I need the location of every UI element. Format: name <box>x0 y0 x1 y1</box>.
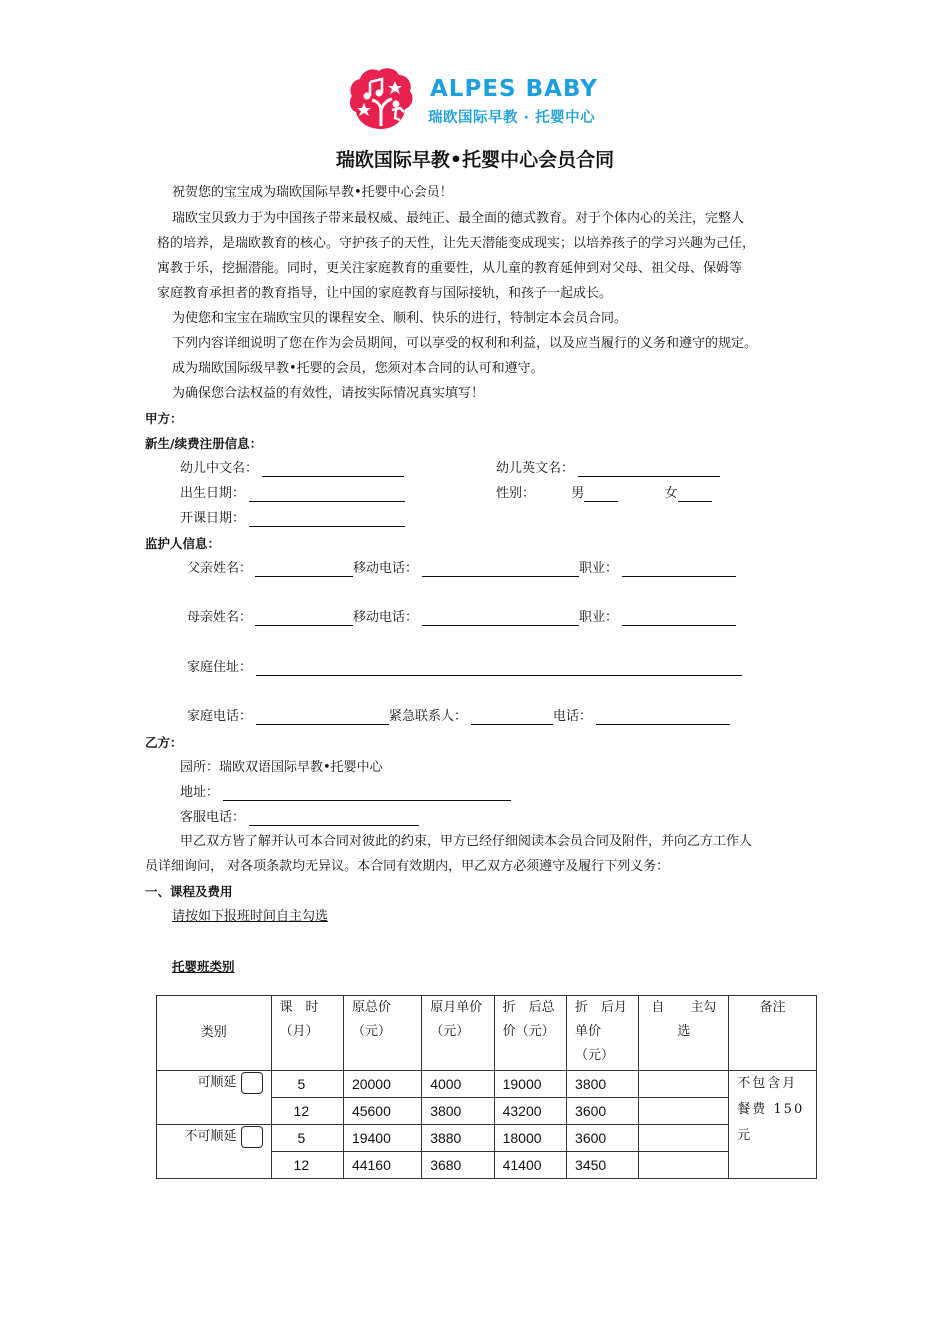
orig-monthly-cell: 4000 <box>422 1071 494 1098</box>
home-phone-field[interactable] <box>256 710 389 725</box>
header-orig-total: 原总价（元） <box>343 996 421 1071</box>
start-date-label: 开课日期： <box>180 511 246 526</box>
header-orig-monthly: 原月单价（元） <box>422 996 494 1071</box>
child-en-name-field[interactable] <box>578 462 720 477</box>
birth-date-field[interactable] <box>249 487 405 502</box>
greeting: 祝贺您的宝宝成为瑞欧国际早教•托婴中心会员！ <box>172 185 453 200</box>
intro-line-4: 家庭教育承担者的教育指导，让中国的家庭教育与国际接轨，和孩子一起成长。 <box>157 286 613 301</box>
header-disc-monthly: 折 后月单价（元） <box>567 996 639 1071</box>
gender-row <box>496 486 712 502</box>
party-a-heading: 甲方： <box>145 411 183 426</box>
intro-line-2: 格的培养，是瑞欧教育的核心。守护孩子的天性，让先天潜能变成现实；以培养孩子的学习兴趣为己任， <box>157 236 756 251</box>
child-cn-name-label: 幼儿中文名： <box>180 461 259 476</box>
gender-female-label: 女 <box>664 486 678 501</box>
table-row <box>157 1125 817 1152</box>
birth-date-row <box>180 486 405 502</box>
agreement-line-2: 员详细询问， 对各项条款均无异议。本合同有效期内，甲乙双方必须遵守及履行下列义务： <box>145 859 670 874</box>
intro-para-2: 为使您和宝宝在瑞欧宝贝的课程安全、顺利、快乐的进行，特制定本会员合同。 <box>172 311 628 326</box>
service-phone-row <box>180 810 419 826</box>
father-occupation-field[interactable] <box>622 562 736 577</box>
birth-date-label: 出生日期： <box>180 486 246 501</box>
service-phone-label: 客服电话： <box>180 810 246 825</box>
father-mobile-label: 移动电话： <box>353 561 419 576</box>
child-cn-name-row <box>180 461 404 477</box>
disc-total-cell: 18000 <box>494 1125 566 1152</box>
guardian-heading: 监护人信息： <box>145 536 221 551</box>
disc-total-cell: 19000 <box>494 1071 566 1098</box>
price-table <box>156 995 817 1179</box>
document-title: 瑞欧国际早教•托婴中心会员合同 <box>335 149 615 171</box>
orig-total-cell: 20000 <box>343 1071 421 1098</box>
service-phone-field[interactable] <box>249 811 419 826</box>
gender-male-label: 男 <box>571 486 585 501</box>
party-b-address-label: 地址： <box>180 785 220 800</box>
mother-mobile-label: 移动电话： <box>353 610 419 625</box>
intro-line-1: 瑞欧宝贝致力于为中国孩子带来最权威、最纯正、最全面的德式教育。对于个体内心的关注，完整人 <box>172 211 745 226</box>
category-label: 可顺延 <box>197 1075 237 1090</box>
child-cn-name-field[interactable] <box>262 462 404 477</box>
mother-occupation-field[interactable] <box>622 611 736 626</box>
header-category: 类别 <box>157 996 272 1071</box>
home-address-field[interactable] <box>256 661 742 676</box>
header-note: 备注 <box>729 996 817 1071</box>
orig-monthly-cell: 3800 <box>422 1098 494 1125</box>
selection-instruction: 请按如下报班时间自主勾选 <box>172 909 329 924</box>
party-b-address-field[interactable] <box>223 786 511 801</box>
party-b-address-row <box>180 785 511 801</box>
category-cell <box>157 1125 272 1179</box>
self-select-cell[interactable] <box>639 1098 729 1125</box>
category-checkbox[interactable] <box>241 1072 263 1094</box>
category-checkbox[interactable] <box>241 1126 263 1148</box>
mother-name-label: 母亲姓名： <box>187 610 253 625</box>
disc-monthly-cell: 3800 <box>567 1071 639 1098</box>
mother-occupation-label: 职业： <box>579 610 619 625</box>
section-1-heading: 一、课程及费用 <box>145 884 233 899</box>
mother-name-field[interactable] <box>255 611 353 626</box>
disc-monthly-cell: 3450 <box>567 1152 639 1179</box>
orig-total-cell: 44160 <box>343 1152 421 1179</box>
disc-total-cell: 41400 <box>494 1152 566 1179</box>
emergency-contact-field[interactable] <box>471 710 553 725</box>
home-phone-row <box>187 709 730 725</box>
gender-label: 性别： <box>496 486 536 501</box>
agreement-line-1: 甲乙双方皆了解并认可本合同对彼此的约束，甲方已经仔细阅读本会员合同及附件，并向乙方工作人 <box>180 834 753 849</box>
brand-name-en: ALPES BABY <box>430 76 598 102</box>
self-select-cell[interactable] <box>639 1071 729 1098</box>
orig-total-cell: 45600 <box>343 1098 421 1125</box>
orig-monthly-cell: 3880 <box>422 1125 494 1152</box>
brand-name-cn: 瑞欧国际早教 · 托婴中心 <box>428 110 596 126</box>
nursery-class-title: 托婴班类别 <box>172 959 235 974</box>
start-date-row <box>180 511 405 527</box>
brand-logo <box>348 66 608 132</box>
intro-para-3: 下列内容详细说明了您在作为会员期间，可以享受的权利和利益，以及应当履行的义务和遵守的规定。 <box>172 336 758 351</box>
father-name-label: 父亲姓名： <box>187 561 253 576</box>
months-cell: 5 <box>271 1071 343 1098</box>
note-cell: 不包含月餐费 150 元 <box>729 1071 817 1179</box>
disc-monthly-cell: 3600 <box>567 1125 639 1152</box>
home-address-label: 家庭住址： <box>187 660 253 675</box>
intro-para-4: 成为瑞欧国际级早教•托婴的会员，您须对本合同的认可和遵守。 <box>172 361 544 376</box>
start-date-field[interactable] <box>249 512 405 527</box>
table-header-row <box>157 996 817 1071</box>
mother-row <box>187 610 736 626</box>
intro-para-5: 为确保您合法权益的有效性，请按实际情况真实填写！ <box>172 386 485 401</box>
father-name-field[interactable] <box>255 562 353 577</box>
child-en-name-row <box>496 461 720 477</box>
registration-heading: 新生/续费注册信息： <box>145 436 263 451</box>
disc-total-cell: 43200 <box>494 1098 566 1125</box>
gender-male-field[interactable] <box>584 487 618 502</box>
tree-logo-icon <box>348 66 414 132</box>
emergency-phone-label: 电话： <box>553 709 593 724</box>
self-select-cell[interactable] <box>639 1125 729 1152</box>
header-self-select: 自 主勾 选 <box>639 996 729 1071</box>
father-row <box>187 561 736 577</box>
orig-monthly-cell: 3680 <box>422 1152 494 1179</box>
months-cell: 12 <box>271 1098 343 1125</box>
child-en-name-label: 幼儿英文名： <box>496 461 575 476</box>
emergency-phone-field[interactable] <box>596 710 730 725</box>
category-cell <box>157 1071 272 1125</box>
header-disc-total: 折 后总 价（元） <box>494 996 566 1071</box>
father-mobile-field[interactable] <box>422 562 579 577</box>
home-address-row <box>187 660 742 676</box>
self-select-cell[interactable] <box>639 1152 729 1179</box>
months-cell: 5 <box>271 1125 343 1152</box>
orig-total-cell: 19400 <box>343 1125 421 1152</box>
header-months: 课 时（月） <box>271 996 343 1071</box>
party-b-heading: 乙方： <box>145 735 183 750</box>
table-row <box>157 1071 817 1098</box>
campus-label: 园所：瑞欧双语国际早教•托婴中心 <box>180 760 383 775</box>
father-occupation-label: 职业： <box>579 561 619 576</box>
gender-female-field[interactable] <box>678 487 712 502</box>
mother-mobile-field[interactable] <box>422 611 579 626</box>
category-label: 不可顺延 <box>184 1129 237 1144</box>
disc-monthly-cell: 3600 <box>567 1098 639 1125</box>
intro-line-3: 寓教于乐，挖掘潜能。同时，更关注家庭教育的重要性，从儿童的教育延伸到对父母、祖父母、保姆等 <box>157 261 743 276</box>
months-cell: 12 <box>271 1152 343 1179</box>
home-phone-label: 家庭电话： <box>187 709 253 724</box>
emergency-contact-label: 紧急联系人： <box>389 709 468 724</box>
